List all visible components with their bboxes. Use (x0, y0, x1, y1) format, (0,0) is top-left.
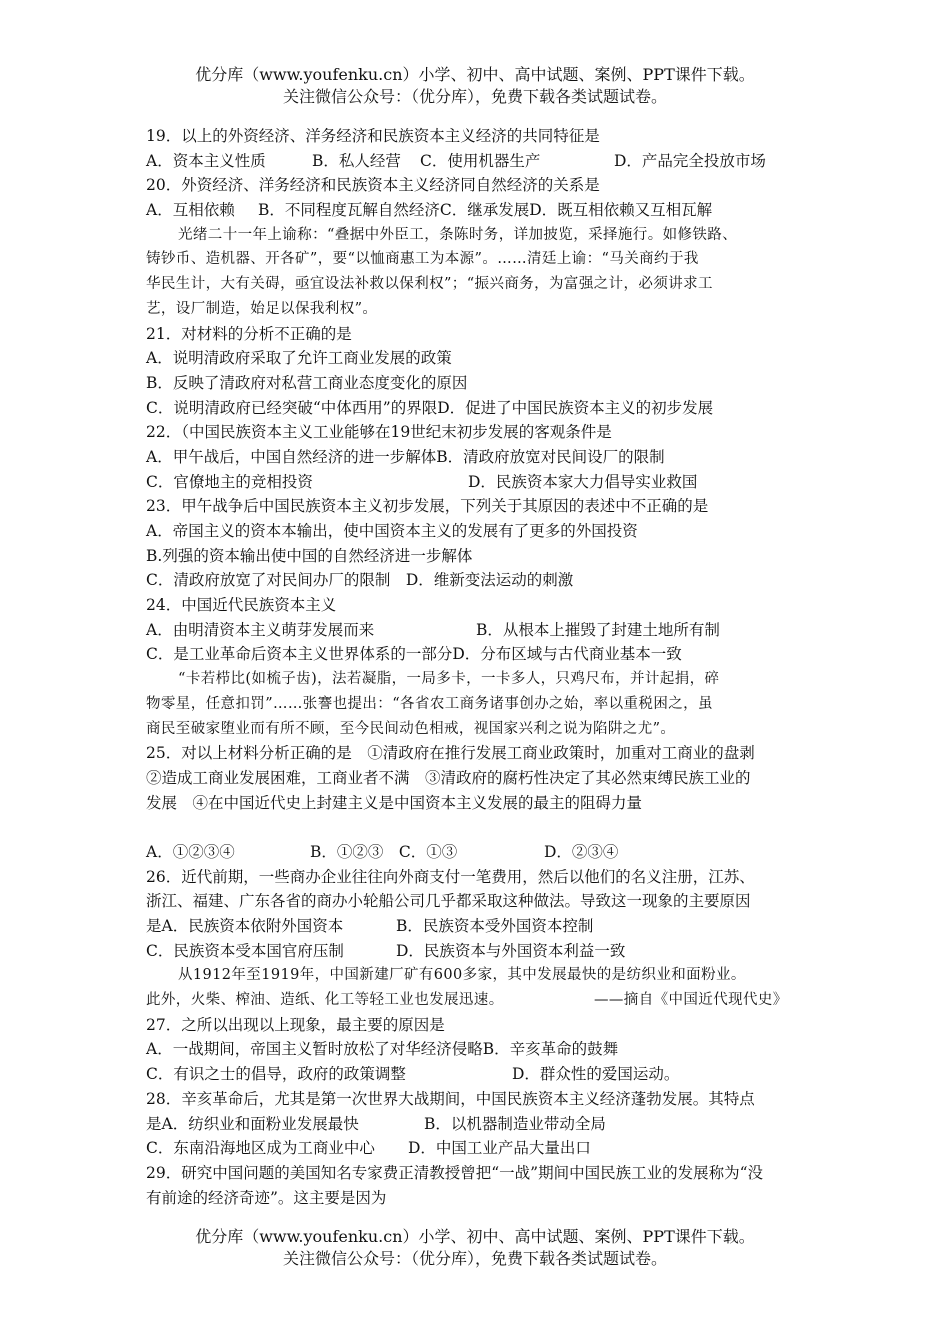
q23-option-a: A．帝国主义的资本本输出，使中国资本主义的发展有了更多的外国投资 (146, 522, 638, 540)
q25-stem-line-2: ②造成工商业发展困难，工商业者不满 ③清政府的腐朽性决定了其必然束缚民族工业的 (146, 768, 751, 787)
q19-stem: 19．以上的外资经济、洋务经济和民族资本主义经济的共同特征是 (146, 127, 600, 145)
q21-option-a: A．说明清政府采取了允许工商业发展的政策 (146, 349, 452, 368)
q25-stem-line-1: 25．对以上材料分析正确的是 ①清政府在推行发展工商业政策时，加重对工商业的盘剥 (146, 744, 755, 763)
q23-option-cd: C．清政府放宽了对民间办厂的限制 D．维新变法运动的刺激 (146, 571, 574, 590)
q25-options (146, 840, 814, 865)
q20-option-bcd: B．不同程度瓦解自然经济C．继承发展D．既互相依赖又互相瓦解 (258, 201, 713, 220)
q24-option-cd: C．是工业革命后资本主义世界体系的一部分D．分布区域与古代商业基本一致 (146, 645, 682, 664)
q29-stem-line-1: 29．研究中国问题的美国知名专家费正清教授曾把“一战”期间中国民族工业的发展称为“没 (146, 1163, 763, 1182)
q25-option-bc: B．①②③ C．①③ (310, 842, 458, 861)
q20-options (146, 198, 814, 223)
material-3-line-1: 从1912年至1919年，中国新建厂矿有600多家，其中发展最快的是纺织业和面粉业。 (178, 967, 746, 984)
material-3-text: 此外，火柴、榨油、造纸、化工等轻工业也发展迅速。 (146, 992, 504, 1009)
q27-option-ab: A．一战期间，帝国主义暂时放松了对华经济侵略B．辛亥革命的鼓舞 (146, 1040, 619, 1059)
q24-options-ab (146, 618, 814, 643)
spacer (146, 815, 814, 840)
q20-option-a: A．互相依赖 (146, 201, 235, 220)
q28-stem-line-1: 28．辛亥革命后，尤其是第一次世界大战期间，中国民族资本主义经济蓬勃发展。其特点 (146, 1089, 755, 1108)
material-1-line-4: 艺，设厂制造，始足以保我利权”。 (146, 300, 378, 317)
q26-stem-line-2: 浙江、福建、广东各省的商办小轮船公司几乎都采取这种做法。导致这一现象的主要原因 (146, 892, 751, 911)
q19-options (146, 149, 814, 174)
material-3-source: ——摘自《中国近代现代史》 (594, 992, 788, 1009)
q28-option-d: D．中国工业产品大量出口 (408, 1139, 591, 1158)
footer-line-1: 优分库（www.youfenku.cn）小学、初中、高中试题、案例、PPT课件下载。 (195, 1227, 755, 1246)
q27-options-cd (146, 1062, 814, 1087)
q22-option-c: C．官僚地主的竞相投资 (146, 472, 313, 491)
q26-stem-line-1: 26．近代前期，一些商办企业往往向外商支付一笔费用，然后以他们的名义注册，江苏、 (146, 867, 755, 886)
question-body (146, 124, 814, 1210)
q28-option-b: B．以机器制造业带动全局 (424, 1114, 606, 1133)
header-line-2: 关注微信公众号：（优分库），免费下载各类试题试卷。 (282, 87, 667, 106)
q21-option-cd: C．说明清政府已经突破“中体西用”的界限D．促进了中国民族资本主义的初步发展 (146, 398, 714, 417)
q28-options-ab (146, 1112, 814, 1137)
q19-option-a: A．资本主义性质 (146, 151, 266, 170)
material-1-line-2: 铸钞币、造机器、开各矿”，要“以恤商惠工为本源”。……清廷上谕：“马关商约于我 (146, 251, 699, 268)
material-1-line-1: 光绪二十一年上谕称：“叠据中外臣工，条陈时务，详加披览，采择施行。如修铁路、 (178, 226, 738, 243)
q22-option-ab: A．甲午战后，中国自然经济的进一步解体B．清政府放宽对民间设厂的限制 (146, 447, 665, 466)
q25-stem-line-3: 发展 ④在中国近代史上封建主义是中国资本主义发展的最主的阻碍力量 (146, 793, 643, 812)
material-2-line-1: “卡若栉比(如梳子齿)，法若凝脂，一局多卡，一卡多人，只鸡尺布，并计起捐，碎 (178, 671, 720, 688)
q20-stem: 20．外资经济、洋务经济和民族资本主义经济同自然经济的关系是 (146, 176, 600, 195)
q22-stem: 22．（中国民族资本主义工业能够在19世纪末初步发展的客观条件是 (146, 423, 612, 442)
material-2-line-3: 商民至破家堕业而有所不顾，至今民间动色相戒，视国家兴利之说为陷阱之尤”。 (146, 720, 676, 737)
q26-option-b: B．民族资本受外国资本控制 (396, 917, 594, 935)
page-header (0, 64, 950, 108)
q19-option-c: C．使用机器生产 (420, 151, 541, 170)
material-3-line-2 (146, 988, 814, 1013)
material-2-line-2: 物零星，任意扣罚”……张謇也提出：“各省农工商务诸事创办之始，率以重税困之，虽 (146, 695, 713, 712)
q25-option-a: A．①②③④ (146, 842, 235, 861)
q26-option-d: D．民族资本与外国资本利益一致 (396, 941, 626, 960)
q24-option-a: A．由明清资本主义萌芽发展而来 (146, 620, 375, 639)
q22-options-cd (146, 470, 814, 495)
q22-option-d: D．民族资本家大力倡导实业救国 (468, 472, 698, 491)
q28-option-a: 是A．纺织业和面粉业发展最快 (146, 1114, 359, 1133)
q24-stem: 24．中国近代民族资本主义 (146, 596, 337, 615)
q29-stem-line-2: 有前途的经济奇迹”。这主要是因为 (146, 1188, 387, 1207)
material-1-line-3: 华民生计，大有关碍，亟宜设法补救以保利权”；“振兴商务，为富强之计，必须讲求工 (146, 276, 713, 293)
q25-option-d: D．②③④ (544, 842, 619, 861)
q23-option-b: B.列强的资本输出使中国的自然经济进一步解体 (146, 546, 473, 565)
q26-options-ab (146, 914, 814, 939)
q21-stem: 21．对材料的分析不正确的是 (146, 324, 352, 343)
footer-line-2: 关注微信公众号：（优分库），免费下载各类试题试卷。 (282, 1249, 667, 1268)
q26-option-a: 是A．民族资本依附外国资本 (146, 917, 344, 935)
header-line-1: 优分库（www.youfenku.cn）小学、初中、高中试题、案例、PPT课件下载。 (195, 65, 755, 84)
q23-stem: 23．甲午战争后中国民族资本主义初步发展，下列关于其原因的表述中不正确的是 (146, 497, 709, 516)
q19-option-d: D．产品完全投放市场 (614, 151, 766, 170)
q21-option-b: B．反映了清政府对私营工商业态度变化的原因 (146, 373, 468, 392)
q26-options-cd (146, 939, 814, 964)
page-footer (0, 1226, 950, 1270)
q28-options-cd (146, 1136, 814, 1161)
q27-option-d: D．群众性的爱国运动。 (512, 1065, 680, 1084)
q24-option-b: B．从根本上摧毁了封建土地所有制 (476, 620, 720, 639)
q28-option-c: C．东南沿海地区成为工商业中心 (146, 1139, 375, 1158)
q26-option-c: C．民族资本受本国官府压制 (146, 941, 344, 960)
q27-option-c: C．有识之士的倡导，政府的政策调整 (146, 1065, 406, 1084)
q19-option-b: B．私人经营 (312, 151, 401, 170)
q27-stem: 27．之所以出现以上现象，最主要的原因是 (146, 1015, 445, 1034)
